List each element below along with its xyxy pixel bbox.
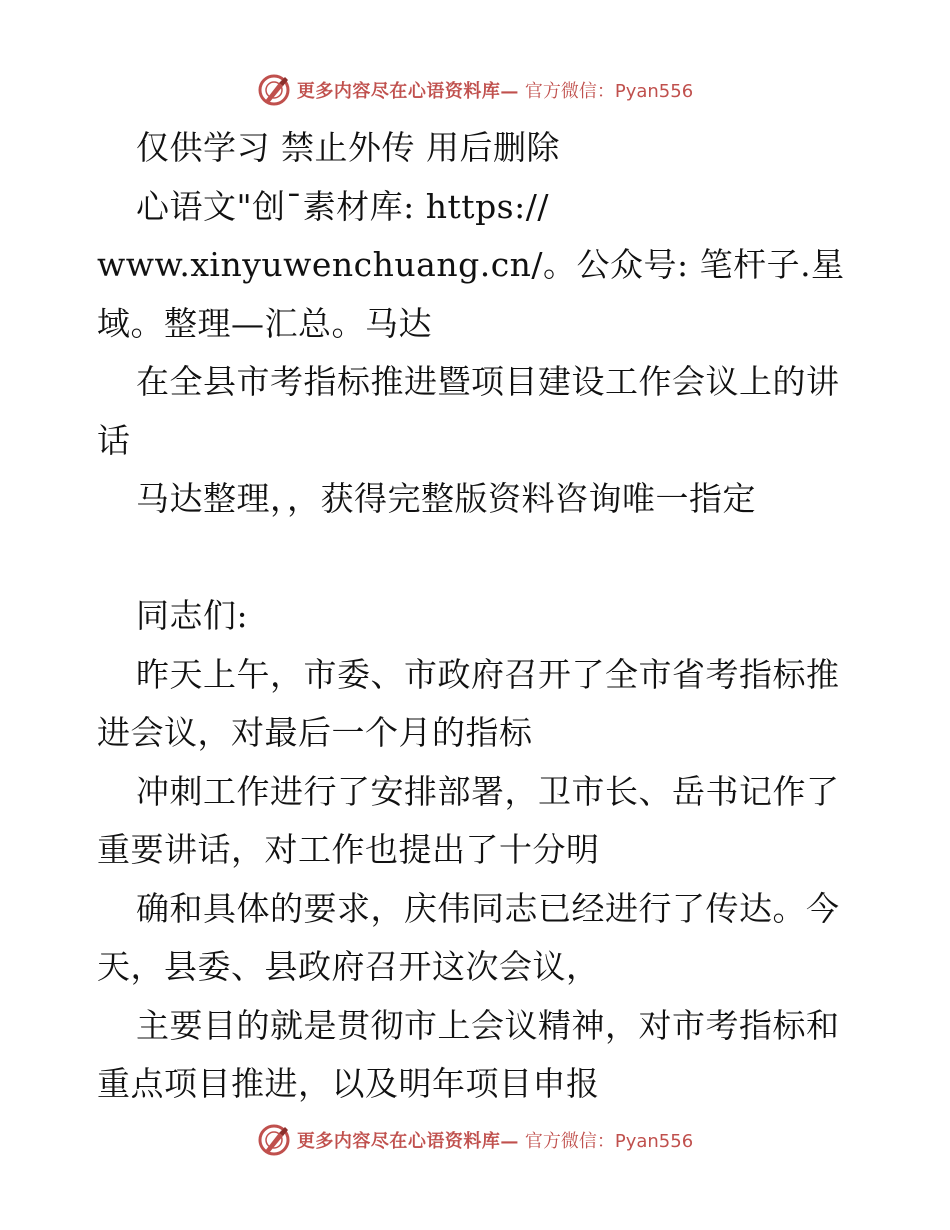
footer-banner-wechat: 官方微信：Pyan556 — [524, 1131, 694, 1152]
header-banner-wechat: 官方微信：Pyan556 — [524, 81, 694, 102]
pen-logo-icon — [257, 1123, 291, 1157]
footer-banner-text: 更多内容尽在心语资料库— — [296, 1131, 519, 1152]
text-line: 马达整理，，获得完整版资料咨询唯一指定 — [136, 479, 756, 518]
text-line: 进会议，对最后一个月的指标 — [97, 713, 533, 752]
pen-logo-icon — [257, 73, 291, 107]
text-line: 同志们: — [136, 596, 249, 635]
text-line: 确和具体的要求，庆伟同志已经进行了传达。今 — [136, 888, 840, 928]
text-line: 在全县市考指标推进暨项目建设工作会议上的讲 — [136, 362, 840, 401]
text-line: 冲刺工作进行了安排部署，卫市长、岳书记作了 — [136, 771, 840, 811]
header-banner-text: 更多内容尽在心语资料库— — [296, 81, 519, 102]
text-line: 重要讲话，对工作也提出了十分明 — [97, 830, 600, 869]
text-line: 域。整理—汇总。马达 — [97, 303, 432, 343]
header-banner — [0, 68, 950, 112]
text-line: 话 — [97, 420, 131, 460]
text-line: 主要目的就是贯彻市上会议精神，对市考指标和 — [136, 1005, 840, 1045]
footer-banner — [0, 1118, 950, 1162]
text-line: 昨天上午，市委、市政府召开了全市省考指标推 — [136, 654, 840, 694]
text-line: 心语文"创¯素材库: https:// — [136, 186, 549, 226]
text-line: 天，县委、县政府召开这次会议， — [97, 947, 600, 986]
text-line: 重点项目推进，以及明年项目申报 — [97, 1064, 600, 1103]
document-body — [97, 119, 857, 1114]
text-line: www.xinyuwenchuang.cn/。公众号: 笔杆子.星 — [97, 245, 845, 284]
text-line: 仅供学习 禁止外传 用后删除 — [136, 128, 560, 167]
text-line — [97, 529, 857, 588]
